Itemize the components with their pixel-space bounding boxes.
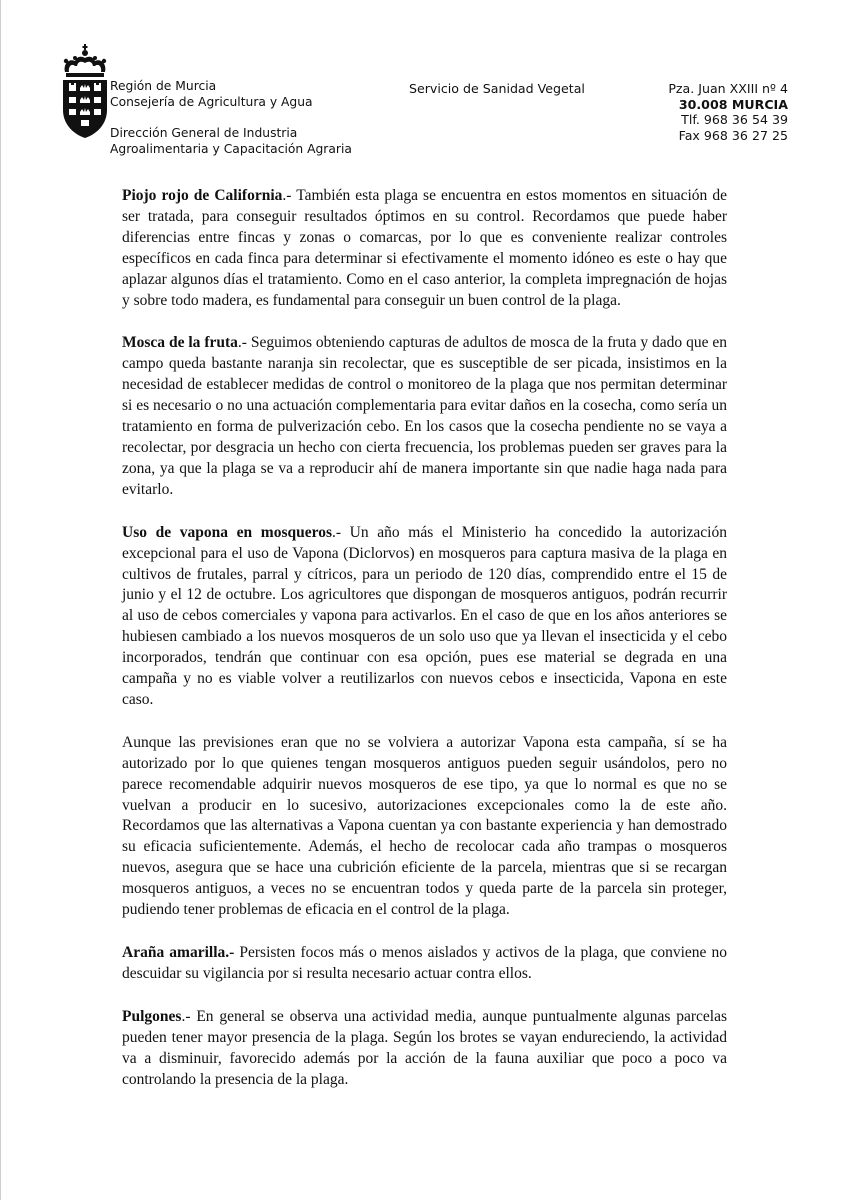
phone-number: Tlf. 968 36 54 39	[681, 112, 788, 128]
section-text: .- También esta plaga se encuentra en estos momentos en situación de ser tratada, para conseguir resultados óptimos en su control. Recordamos que puede haber diferencias entre fincas y zonas o comarcas, por lo que es conveniente realizar controles específicos en cada finca para determinar si efectivamente el momento idóneo es este o hay que aplazar algunos días el tratamiento. Como en el caso anterior, la completa impregnación de hojas y sobre todo madera, es fundamental para conseguir un buen control de la plaga.	[122, 187, 727, 309]
letterhead	[60, 44, 800, 164]
section-vapona	[122, 523, 727, 711]
street-address: Pza. Juan XXIII nº 4	[668, 81, 788, 96]
section-piojo-rojo	[122, 186, 727, 311]
department-line-1: Dirección General de Industria	[110, 126, 298, 140]
section-text: .- En general se observa una actividad media, aunque puntualmente algunas parcelas pueden tener mayor presencia de la plaga. Según los brotes se vayan endureciendo, la actividad va a disminuir, favorecido además por la acción de la fauna auxiliar que poco a poco va controlando la presencia de la plaga.	[122, 1007, 727, 1088]
section-mosca-fruta	[122, 333, 727, 500]
section-vapona-continued	[122, 733, 727, 921]
page-edge	[0, 0, 1, 1200]
section-text: Persisten focos más o menos aislados y activos de la plaga, que conviene no descuidar su vigilancia por si resulta necesario actuar contra ellos.	[122, 944, 727, 982]
murcia-coat-of-arms-logo	[60, 44, 110, 140]
address-block	[668, 81, 788, 143]
section-arana-amarilla	[122, 943, 727, 985]
region-name: Región de Murcia	[110, 79, 217, 93]
section-text: .- Seguimos obteniendo capturas de adultos de mosca de la fruta y dado que en campo queda bastante naranja sin recolectar, que es susceptible de ser picada, insistimos en la necesidad de establecer medidas de control o monitoreo de la plaga que nos permitan determinar si es necesario o no una actuación complementaria para evitar daños en la cosecha, como sería un tratamiento en forma de pulverización cebo. En los casos que la cosecha pendiente no se vaya a recolectar, por desgracia un hecho con cierta frecuencia, los problemas pueden ser graves para la zona, ya que la plaga se va a reproducir ahí de manera importante sin que nadie haga nada para evitarlo.	[122, 334, 727, 498]
section-text: Aunque las previsiones eran que no se volviera a autorizar Vapona esta campaña, sí se ha autorizado por lo que quienes tengan mosqueros antiguos pueden seguir usándolos, pero no parece recomendable adquirir nuevos mosqueros de ese tipo, ya que lo normal es que no se vuelvan a producir en lo sucesivo, autorizaciones excepcionales como la de este año. Recordamos que las alternativas a Vapona cuentan ya con bastante experiencia y han demostrado su eficacia suficientemente. Además, el hecho de recolocar cada año trampas o mosqueros nuevos, asegura que se hace una cubrición eficiente de la parcela, mientras que si se recargan mosqueros antiguos, a veces no se encuentran todos y queda parte de la parcela sin proteger, pudiendo tener problemas de eficacia en el control de la plaga.	[122, 733, 727, 919]
section-title: Uso de vapona en mosqueros	[122, 523, 332, 541]
department-name	[110, 125, 352, 157]
organization-name	[110, 78, 313, 110]
bulletin-body	[122, 186, 727, 1112]
section-title: Mosca de la fruta	[122, 334, 238, 352]
fax-number: Fax 968 36 27 25	[678, 127, 788, 143]
department-line-2: Agroalimentaria y Capacitación Agraria	[110, 142, 352, 156]
service-name: Servicio de Sanidad Vegetal	[409, 81, 585, 96]
ministry-name: Consejería de Agricultura y Agua	[110, 95, 313, 109]
postal-city: 30.008 MURCIA	[678, 96, 788, 112]
section-title: Araña amarilla.-	[122, 944, 235, 961]
section-pulgones	[122, 1007, 727, 1091]
section-title: Pulgones	[122, 1007, 182, 1025]
section-title: Piojo rojo de California	[122, 187, 283, 204]
section-text: .- Un año más el Ministerio ha concedido la autorización excepcional para el uso de Vapona (Diclorvos) en mosqueros para captura masiva de la plaga en cultivos de frutales, parral y cítricos, para un periodo de 120 días, comprendido entre el 15 de junio y el 12 de octubre. Los agricultores que dispongan de mosqueros antiguos, podrán recurrir al uso de cebos comerciales y vapona para activarlos. En el caso de que en los años anteriores se hubiesen cambiado a los nuevos mosqueros de un solo uso que ya llevan el insecticida y el cebo incorporados, tendrán que continuar con esa opción, pues ese material se degrada en una campaña y no es viable volver a reutilizarlos con nuevos cebos e insecticida, Vapona en este caso.	[122, 523, 727, 708]
